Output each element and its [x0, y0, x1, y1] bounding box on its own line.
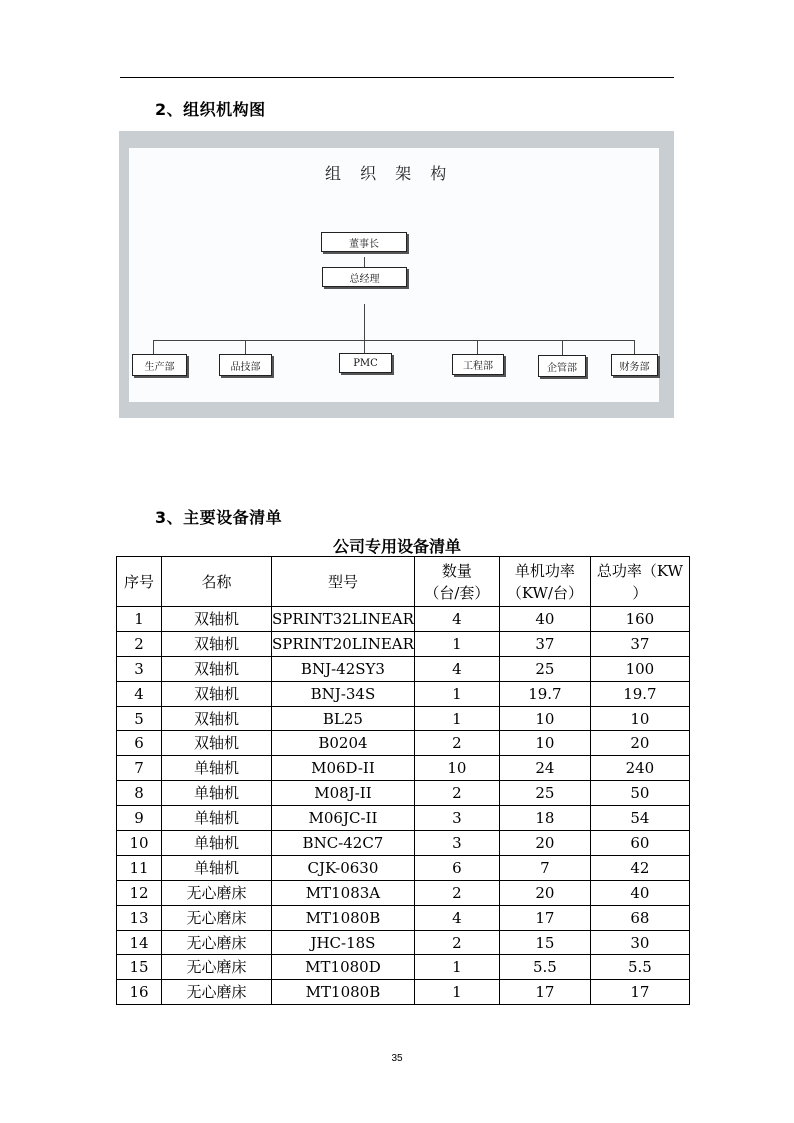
cell-index: 7: [117, 756, 162, 781]
cell-name: 单轴机: [162, 781, 272, 806]
cell-index: 10: [117, 831, 162, 856]
org-box-production: 生产部: [132, 354, 187, 376]
header-unit-power: [499, 557, 590, 607]
cell-index: 5: [117, 706, 162, 731]
cell-total-power: 40: [590, 880, 689, 905]
connector-dept-4: [477, 340, 478, 354]
header-name: 名称: [162, 557, 272, 607]
cell-quantity: 3: [414, 831, 499, 856]
table-row: [117, 831, 690, 856]
cell-quantity: 1: [414, 980, 499, 1005]
org-box-pmc: PMC: [339, 353, 392, 373]
cell-index: 11: [117, 855, 162, 880]
cell-model: M06JC-II: [272, 806, 415, 831]
cell-model: CJK-0630: [272, 855, 415, 880]
org-box-finance: 财务部: [611, 354, 658, 376]
equipment-table: [116, 556, 690, 1005]
cell-quantity: 2: [414, 930, 499, 955]
cell-index: 15: [117, 955, 162, 980]
header-quantity: [414, 557, 499, 607]
cell-name: 单轴机: [162, 806, 272, 831]
cell-model: SPRINT32LINEAR: [272, 607, 415, 632]
cell-index: 4: [117, 681, 162, 706]
header-total-power: [590, 557, 689, 607]
table-row: [117, 855, 690, 880]
table-row: [117, 880, 690, 905]
cell-name: 双轴机: [162, 681, 272, 706]
cell-quantity: 1: [414, 955, 499, 980]
cell-model: M08J-II: [272, 781, 415, 806]
cell-model: JHC-18S: [272, 930, 415, 955]
cell-name: 无心磨床: [162, 905, 272, 930]
cell-model: SPRINT20LINEAR: [272, 631, 415, 656]
org-box-chairman: 董事长: [321, 232, 407, 252]
cell-total-power: 50: [590, 781, 689, 806]
cell-quantity: 4: [414, 656, 499, 681]
cell-model: MT1080D: [272, 955, 415, 980]
org-box-management: 企管部: [538, 355, 586, 377]
cell-total-power: 37: [590, 631, 689, 656]
cell-unit-power: 7: [499, 855, 590, 880]
cell-index: 8: [117, 781, 162, 806]
cell-name: 无心磨床: [162, 930, 272, 955]
cell-total-power: 54: [590, 806, 689, 831]
cell-total-power: 20: [590, 731, 689, 756]
cell-index: 16: [117, 980, 162, 1005]
cell-total-power: 160: [590, 607, 689, 632]
org-box-general-manager: 总经理: [322, 267, 407, 287]
header-unit-power-line2: （KW/台）: [506, 583, 583, 602]
cell-total-power: 240: [590, 756, 689, 781]
cell-index: 3: [117, 656, 162, 681]
cell-model: MT1080B: [272, 905, 415, 930]
connector-dept-2: [245, 340, 246, 354]
cell-total-power: 30: [590, 930, 689, 955]
table-header-row: [117, 557, 690, 607]
header-quantity-line1: 数量: [441, 561, 472, 580]
cell-name: 双轴机: [162, 731, 272, 756]
cell-unit-power: 15: [499, 930, 590, 955]
org-chart-figure: [119, 131, 674, 418]
org-box-quality-tech: 品技部: [219, 354, 272, 376]
cell-model: MT1083A: [272, 880, 415, 905]
cell-total-power: 100: [590, 656, 689, 681]
table-title: 公司专用设备清单: [332, 537, 461, 556]
cell-unit-power: 20: [499, 831, 590, 856]
cell-unit-power: 17: [499, 980, 590, 1005]
cell-unit-power: 18: [499, 806, 590, 831]
table-row: [117, 955, 690, 980]
cell-total-power: 5.5: [590, 955, 689, 980]
cell-quantity: 1: [414, 706, 499, 731]
cell-unit-power: 5.5: [499, 955, 590, 980]
table-row: [117, 905, 690, 930]
table-row: [117, 731, 690, 756]
cell-model: M06D-II: [272, 756, 415, 781]
cell-index: 14: [117, 930, 162, 955]
cell-unit-power: 25: [499, 656, 590, 681]
cell-quantity: 6: [414, 855, 499, 880]
cell-total-power: 60: [590, 831, 689, 856]
org-chart-title: 组 织 架 构: [325, 164, 454, 183]
cell-name: 双轴机: [162, 656, 272, 681]
connector-dept-1: [153, 340, 154, 354]
cell-unit-power: 37: [499, 631, 590, 656]
header-index: 序号: [117, 557, 162, 607]
header-quantity-line2: （台/套）: [424, 583, 490, 602]
cell-name: 单轴机: [162, 831, 272, 856]
header-unit-power-line1: 单机功率: [514, 561, 575, 580]
cell-quantity: 2: [414, 731, 499, 756]
connector-dept-6: [634, 340, 635, 354]
table-row: [117, 781, 690, 806]
connector-gm-trunk: [364, 304, 365, 340]
org-chart-panel: [129, 148, 659, 402]
cell-quantity: 2: [414, 781, 499, 806]
header-total-power-line2: ）: [632, 583, 648, 602]
cell-model: BNC-42C7: [272, 831, 415, 856]
org-box-engineering: 工程部: [452, 354, 504, 375]
cell-total-power: 42: [590, 855, 689, 880]
cell-name: 双轴机: [162, 706, 272, 731]
cell-name: 双轴机: [162, 607, 272, 632]
cell-name: 双轴机: [162, 631, 272, 656]
cell-name: 无心磨床: [162, 880, 272, 905]
cell-quantity: 3: [414, 806, 499, 831]
table-row: [117, 756, 690, 781]
section-heading-equipment: 3、主要设备清单: [155, 508, 283, 527]
cell-total-power: 10: [590, 706, 689, 731]
cell-unit-power: 17: [499, 905, 590, 930]
cell-unit-power: 24: [499, 756, 590, 781]
cell-model: BNJ-34S: [272, 681, 415, 706]
cell-model: MT1080B: [272, 980, 415, 1005]
cell-model: B0204: [272, 731, 415, 756]
cell-quantity: 1: [414, 681, 499, 706]
cell-name: 无心磨床: [162, 980, 272, 1005]
connector-dept-5: [562, 340, 563, 355]
header-model: 型号: [272, 557, 415, 607]
table-row: [117, 631, 690, 656]
cell-quantity: 2: [414, 880, 499, 905]
table-row: [117, 980, 690, 1005]
cell-index: 6: [117, 731, 162, 756]
table-row: [117, 806, 690, 831]
connector-dept-3: [364, 340, 365, 353]
cell-name: 无心磨床: [162, 955, 272, 980]
cell-total-power: 19.7: [590, 681, 689, 706]
cell-quantity: 4: [414, 607, 499, 632]
cell-quantity: 4: [414, 905, 499, 930]
cell-unit-power: 25: [499, 781, 590, 806]
cell-index: 13: [117, 905, 162, 930]
cell-index: 9: [117, 806, 162, 831]
cell-quantity: 1: [414, 631, 499, 656]
cell-index: 2: [117, 631, 162, 656]
cell-model: BNJ-42SY3: [272, 656, 415, 681]
cell-unit-power: 20: [499, 880, 590, 905]
page-number: 35: [391, 1053, 403, 1064]
header-rule: [120, 77, 674, 78]
cell-total-power: 68: [590, 905, 689, 930]
cell-index: 12: [117, 880, 162, 905]
table-row: [117, 656, 690, 681]
cell-unit-power: 10: [499, 731, 590, 756]
cell-name: 单轴机: [162, 756, 272, 781]
cell-total-power: 17: [590, 980, 689, 1005]
cell-quantity: 10: [414, 756, 499, 781]
header-total-power-line1: 总功率（KW: [596, 561, 683, 580]
table-row: [117, 681, 690, 706]
cell-index: 1: [117, 607, 162, 632]
cell-unit-power: 19.7: [499, 681, 590, 706]
table-body: [117, 607, 690, 1005]
cell-name: 单轴机: [162, 855, 272, 880]
table-row: [117, 930, 690, 955]
cell-unit-power: 40: [499, 607, 590, 632]
table-row: [117, 607, 690, 632]
section-heading-org-chart: 2、组织机构图: [155, 100, 266, 119]
cell-unit-power: 10: [499, 706, 590, 731]
table-row: [117, 706, 690, 731]
cell-model: BL25: [272, 706, 415, 731]
